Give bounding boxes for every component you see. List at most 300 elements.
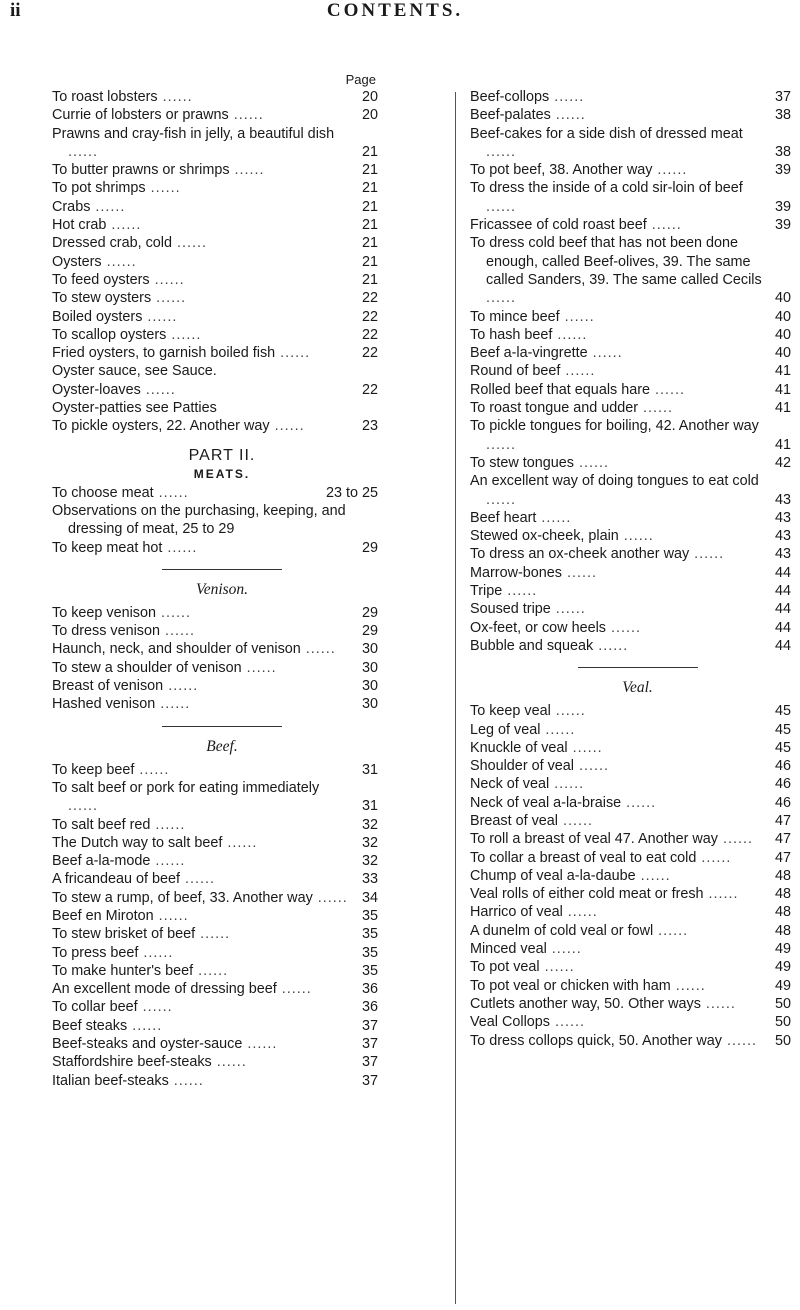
leader-dots: ...... [486, 491, 516, 508]
entry-page-number: 39 [774, 198, 791, 215]
entry-page-number: 31 [361, 798, 378, 815]
entry-text: Oyster-patties see Patties [52, 400, 217, 417]
index-entry [470, 849, 800, 867]
index-entry [52, 271, 392, 289]
page-header [0, 0, 800, 40]
entry-page-number: 47 [774, 812, 791, 829]
entry-text: Currie of lobsters or prawns [52, 107, 229, 124]
entry-page-number: 49 [774, 941, 791, 958]
leader-dots: ...... [721, 1032, 757, 1049]
entry-text: Oyster sauce, see Sauce. [52, 363, 217, 380]
entry-page-number: 43 [774, 546, 791, 563]
index-entry [52, 925, 392, 943]
leader-dots: ...... [618, 528, 654, 545]
entry-page-number: 41 [774, 363, 791, 380]
leader-dots: ...... [574, 758, 610, 775]
section-rule [578, 667, 698, 668]
index-entry [52, 161, 392, 179]
entry-text: To keep veal [470, 703, 551, 720]
entry-text: Beef a-la-mode [52, 853, 151, 870]
leader-dots: ...... [68, 798, 98, 815]
index-entry [52, 889, 392, 907]
entry-page-number: 50 [774, 1014, 791, 1031]
entry-page-number: 35 [361, 944, 378, 961]
leader-dots: ...... [621, 794, 657, 811]
entry-text: Beef-cakes for a side dish of dressed meat [470, 125, 743, 142]
entry-page-number: 21 [361, 143, 378, 160]
index-entry [52, 88, 392, 106]
index-entry [470, 527, 800, 545]
entry-text: An excellent way of doing tongues to eat cold [470, 473, 759, 490]
entry-page-number: 43 [774, 509, 791, 526]
index-entry [470, 958, 800, 976]
entry-text: Minced veal [470, 941, 547, 958]
entry-page-number: 49 [774, 959, 791, 976]
entry-page-number: 48 [774, 867, 791, 884]
entry-page-number: 40 [774, 326, 791, 343]
leader-dots: ...... [546, 941, 582, 958]
entry-text: To dress the inside of a cold sir-loin of beef [470, 180, 743, 197]
index-entry [52, 417, 392, 435]
entry-text: A fricandeau of beef [52, 871, 181, 888]
entry-page-number: 40 [774, 345, 791, 362]
entry-page-number: 44 [774, 601, 791, 618]
leader-dots: ...... [193, 962, 229, 979]
index-entry [470, 88, 800, 106]
index-entry [52, 308, 392, 326]
entry-text: To pickle tongues for boiling, 42. Another way [470, 418, 759, 435]
entry-page-number: 29 [361, 604, 378, 621]
part-subheading: MEATS. [193, 466, 251, 481]
entry-text: Neck of veal a-la-braise [470, 794, 622, 811]
leader-dots: ...... [593, 637, 629, 654]
leader-dots: ...... [180, 871, 216, 888]
entry-page-number: 35 [361, 962, 378, 979]
index-entry [52, 870, 392, 888]
index-entry [470, 179, 800, 216]
entry-page-number: 40 [774, 290, 791, 307]
entry-text: To roast tongue and udder [470, 400, 639, 417]
index-entry [470, 362, 800, 380]
entry-text: To pot beef, 38. Another way [470, 162, 653, 179]
entry-page-number: 21 [361, 235, 378, 252]
leader-dots: ...... [717, 831, 753, 848]
index-entry [470, 509, 800, 527]
index-entry [52, 253, 392, 271]
beef-entries-continued [470, 88, 800, 655]
entry-text: Italian beef-steaks [52, 1072, 169, 1089]
entry-page-number: 40 [774, 308, 791, 325]
entry-page-number: 21 [361, 253, 378, 270]
entry-text: To butter prawns or shrimps [52, 162, 230, 179]
index-entry [52, 1035, 392, 1053]
index-entry [52, 944, 392, 962]
entry-page-number: 39 [774, 217, 791, 234]
entry-text: A dunelm of cold veal or fowl [470, 922, 654, 939]
entry-text: To press beef [52, 944, 139, 961]
entry-page-number: 31 [361, 761, 378, 778]
entry-text: Round of beef [470, 363, 561, 380]
entry-page-number: 38 [774, 143, 791, 160]
leader-dots: ...... [486, 143, 516, 160]
section-rule [162, 569, 282, 570]
entry-page-number: 29 [361, 623, 378, 640]
index-entry [52, 604, 392, 622]
entry-page-number: 48 [774, 904, 791, 921]
index-entry [52, 1017, 392, 1035]
index-entry [52, 216, 392, 234]
meat-entries [52, 484, 392, 557]
entry-page-number: 50 [774, 995, 791, 1012]
entry-page-number: 41 [774, 381, 791, 398]
entry-page-number: 21 [361, 180, 378, 197]
index-entry [470, 472, 800, 509]
leader-dots: ...... [562, 904, 598, 921]
index-entry [52, 816, 392, 834]
entry-page-number: 30 [361, 659, 378, 676]
index-entry [470, 995, 800, 1013]
entry-text: Bubble and squeak [470, 637, 594, 654]
leader-dots: ...... [653, 922, 689, 939]
index-entry [470, 600, 800, 618]
entry-page-number: 44 [774, 583, 791, 600]
entry-text: To roast lobsters [52, 89, 158, 105]
entry-text: Staffordshire beef-steaks [52, 1054, 212, 1071]
entry-page-number: 45 [774, 739, 791, 756]
leader-dots: ...... [229, 162, 265, 179]
index-entry [470, 977, 800, 995]
entry-text: Rolled beef that equals hare [470, 381, 651, 398]
entry-text: Neck of veal [470, 776, 550, 793]
leader-dots: ...... [242, 1036, 278, 1053]
entry-text: To mince beef [470, 308, 560, 325]
leader-dots: ...... [650, 381, 686, 398]
entry-text: Fried oysters, to garnish boiled fish [52, 345, 276, 362]
leader-dots: ...... [153, 484, 189, 501]
index-entry [470, 721, 800, 739]
entry-text: Tripe [470, 583, 503, 600]
leader-dots: ...... [587, 345, 623, 362]
entry-text: Breast of veal [470, 812, 558, 829]
entry-text: To salt beef red [52, 816, 151, 833]
entry-page-number: 44 [774, 619, 791, 636]
entry-page-number: 33 [361, 871, 378, 888]
entry-page-number: 37 [774, 89, 791, 105]
left-column [52, 72, 392, 1090]
index-entry [470, 830, 800, 848]
entry-page-number: 50 [774, 1032, 791, 1049]
leader-dots: ...... [149, 271, 185, 288]
index-entry [470, 940, 800, 958]
section-title-veal: Veal. [622, 679, 653, 697]
entry-text: Beef-palates [470, 107, 551, 124]
index-entry [470, 308, 800, 326]
entry-text: To keep beef [52, 761, 135, 778]
entry-text: Shoulder of veal [470, 758, 575, 775]
leader-dots: ...... [550, 703, 586, 720]
leader-dots: ...... [696, 849, 732, 866]
entry-text: Oyster-loaves [52, 381, 141, 398]
veal-entries [470, 702, 800, 1050]
entry-page-number: 30 [361, 641, 378, 658]
index-entry [52, 326, 392, 344]
entry-text: Haunch, neck, and shoulder of venison [52, 641, 301, 658]
entry-page-number: 46 [774, 794, 791, 811]
entry-page-number: 41 [774, 400, 791, 417]
index-entry [470, 637, 800, 655]
leader-dots: ...... [549, 89, 585, 105]
entry-text: To collar a breast of veal to eat cold [470, 849, 697, 866]
leader-dots: ...... [502, 583, 538, 600]
index-entry [52, 106, 392, 124]
entry-text: To stew a shoulder of venison [52, 659, 242, 676]
entry-page-number: 44 [774, 564, 791, 581]
index-entry [470, 454, 800, 472]
index-entry [470, 545, 800, 563]
leader-dots: ...... [552, 326, 588, 343]
index-entry [52, 677, 392, 695]
entry-text: Marrow-bones [470, 564, 562, 581]
index-entry [470, 106, 800, 124]
leader-dots: ...... [275, 345, 311, 362]
entry-page-number: 36 [361, 981, 378, 998]
entry-text: Veal Collops [470, 1014, 550, 1031]
entry-text: Soused tripe [470, 601, 551, 618]
index-entry [470, 582, 800, 600]
entry-page-number: 35 [361, 907, 378, 924]
entry-page-number: 34 [361, 889, 378, 906]
entry-text: Leg of veal [470, 721, 541, 738]
venison-entries [52, 604, 392, 714]
entry-page-number: 32 [361, 853, 378, 870]
leader-dots: ...... [171, 235, 207, 252]
column-divider [455, 92, 456, 1304]
index-entry [470, 775, 800, 793]
leader-dots: ...... [228, 107, 264, 124]
index-entry [52, 1053, 392, 1071]
index-entry [470, 702, 800, 720]
entry-page-number: 45 [774, 703, 791, 720]
section-rule [162, 726, 282, 727]
entry-page-number: 30 [361, 678, 378, 695]
index-entry [52, 125, 392, 162]
entry-text: To pot veal [470, 959, 540, 976]
leader-dots: ...... [536, 509, 572, 526]
leader-dots: ...... [241, 659, 277, 676]
entry-text: To choose meat [52, 484, 154, 501]
leader-dots: ...... [151, 290, 187, 307]
entry-page-number: 23 to 25 [325, 484, 378, 501]
index-entry [470, 1032, 800, 1050]
index-entry [470, 399, 800, 417]
leader-dots: ...... [574, 454, 609, 471]
leader-dots: ...... [127, 1017, 163, 1034]
entry-page-number: 49 [774, 977, 791, 994]
leader-dots: ...... [550, 1014, 585, 1031]
entry-text: To keep venison [52, 604, 157, 621]
index-entry [470, 216, 800, 234]
leader-dots: ...... [150, 816, 186, 833]
leader-dots: ...... [211, 1054, 247, 1071]
leader-dots: ...... [163, 678, 199, 695]
index-entry [52, 484, 392, 502]
entry-page-number: 35 [361, 926, 378, 943]
entry-text: To dress venison [52, 623, 160, 640]
leader-dots: ...... [558, 812, 593, 829]
entry-page-number: 44 [774, 637, 791, 654]
entry-text: To stew oysters [52, 290, 152, 307]
entry-page-number: 36 [361, 999, 378, 1016]
entry-page-number: 37 [361, 1072, 378, 1089]
entry-page-number: 46 [774, 776, 791, 793]
page-column-label: Page [345, 72, 376, 87]
entry-text: To dress an ox-cheek another way [470, 546, 690, 563]
entry-page-number: 30 [361, 696, 378, 713]
entry-page-number: 32 [361, 816, 378, 833]
entry-text: To dress collops quick, 50. Another way [470, 1032, 722, 1049]
entry-text: To dress cold beef that has not been done enough, called Beef-olives, 39. The same called Sanders, 39. The same called Cecils [470, 235, 762, 288]
entry-page-number: 21 [361, 217, 378, 234]
entry-page-number: 22 [361, 345, 378, 362]
entry-page-number: 37 [361, 1054, 378, 1071]
entry-page-number: 45 [774, 721, 791, 738]
index-entry [52, 179, 392, 197]
entry-text: Cutlets another way, 50. Other ways [470, 995, 701, 1012]
leader-dots: ...... [166, 326, 202, 343]
entry-text: To hash beef [470, 326, 553, 343]
index-entry [470, 867, 800, 885]
leader-dots: ...... [150, 853, 186, 870]
leader-dots: ...... [142, 308, 178, 325]
entry-page-number: 32 [361, 834, 378, 851]
index-entry [52, 362, 392, 380]
entry-page-number: 43 [774, 491, 791, 508]
index-entry [470, 381, 800, 399]
entry-text: To stew brisket of beef [52, 926, 196, 943]
leader-dots: ...... [646, 217, 682, 234]
leader-dots: ...... [156, 604, 192, 621]
leader-dots: ...... [700, 995, 736, 1012]
entry-text: Hashed venison [52, 696, 156, 713]
index-entry [52, 539, 392, 557]
leader-dots: ...... [157, 89, 193, 105]
leader-dots: ...... [605, 619, 641, 636]
leader-dots: ...... [539, 959, 575, 976]
entry-page-number: 21 [361, 198, 378, 215]
index-entry [470, 757, 800, 775]
index-entry [52, 622, 392, 640]
entry-text: To salt beef or pork for eating immediately [52, 779, 320, 796]
leader-dots: ...... [222, 834, 258, 851]
entry-page-number: 22 [361, 326, 378, 343]
leader-dots: ...... [486, 290, 516, 307]
index-entry [470, 619, 800, 637]
leader-dots: ...... [567, 739, 603, 756]
entry-text: To pickle oysters, 22. Another way [52, 418, 270, 435]
leader-dots: ...... [486, 436, 516, 453]
entry-text: To keep meat hot [52, 539, 163, 556]
entry-text: Beef steaks [52, 1017, 128, 1034]
leader-dots: ...... [134, 761, 170, 778]
leader-dots: ...... [68, 143, 98, 160]
leader-dots: ...... [550, 107, 586, 124]
entry-text: Oysters [52, 253, 102, 270]
entry-text: Dressed crab, cold [52, 235, 172, 252]
entry-page-number: 20 [361, 89, 378, 105]
entry-text: Observations on the purchasing, keeping, and dressing of meat, 25 to 29 [52, 502, 346, 538]
leader-dots: ...... [145, 180, 181, 197]
page-number: ii [10, 0, 21, 21]
entry-page-number: 43 [774, 528, 791, 545]
index-entry [470, 739, 800, 757]
entry-text: Veal rolls of either cold meat or fresh [470, 886, 704, 903]
index-entry [470, 1013, 800, 1031]
right-column [470, 88, 800, 1050]
entry-text: To pot shrimps [52, 180, 146, 197]
entry-text: Breast of venison [52, 678, 164, 695]
index-entry [52, 1072, 392, 1090]
entry-text: Boiled oysters [52, 308, 143, 325]
beef-entries [52, 761, 392, 1090]
entry-page-number: 47 [774, 849, 791, 866]
entry-page-number: 37 [361, 1036, 378, 1053]
leader-dots: ...... [101, 253, 137, 270]
entry-page-number: 47 [774, 831, 791, 848]
leader-dots: ...... [153, 907, 189, 924]
entry-text: To make hunter's beef [52, 962, 194, 979]
entry-page-number: 37 [361, 1017, 378, 1034]
entry-text: Crabs [52, 198, 91, 215]
entry-page-number: 21 [361, 162, 378, 179]
index-entry [52, 344, 392, 362]
index-entry [52, 907, 392, 925]
leader-dots: ...... [140, 381, 176, 398]
index-entry [470, 417, 800, 454]
leader-dots: ...... [486, 198, 516, 215]
leader-dots: ...... [300, 641, 336, 658]
index-entry [52, 834, 392, 852]
entry-text: Knuckle of veal [470, 739, 568, 756]
index-entry [470, 564, 800, 582]
entry-page-number: 22 [361, 381, 378, 398]
leader-dots: ...... [195, 926, 231, 943]
leader-dots: ...... [689, 546, 725, 563]
leader-dots: ...... [550, 601, 586, 618]
index-entry [470, 903, 800, 921]
entry-text: To roll a breast of veal 47. Another way [470, 831, 718, 848]
entry-page-number: 48 [774, 886, 791, 903]
entry-text: An excellent mode of dressing beef [52, 981, 277, 998]
index-entry [52, 695, 392, 713]
leader-dots: ...... [540, 721, 576, 738]
index-entry [52, 502, 392, 539]
index-entry [52, 980, 392, 998]
leader-dots: ...... [269, 418, 305, 435]
entry-text: Beef-steaks and oyster-sauce [52, 1036, 243, 1053]
index-entry [52, 998, 392, 1016]
entry-text: Beef en Miroton [52, 907, 154, 924]
leader-dots: ...... [138, 944, 174, 961]
entry-text: Hot crab [52, 217, 107, 234]
leader-dots: ...... [106, 217, 142, 234]
entry-text: Beef-collops [470, 89, 550, 105]
entry-text: Fricassee of cold roast beef [470, 217, 647, 234]
leader-dots: ...... [561, 564, 597, 581]
entry-text: Prawns and cray-fish in jelly, a beautiful dish [52, 125, 335, 142]
entry-text: Beef a-la-vingrette [470, 345, 588, 362]
index-entry [52, 852, 392, 870]
index-entry [52, 962, 392, 980]
